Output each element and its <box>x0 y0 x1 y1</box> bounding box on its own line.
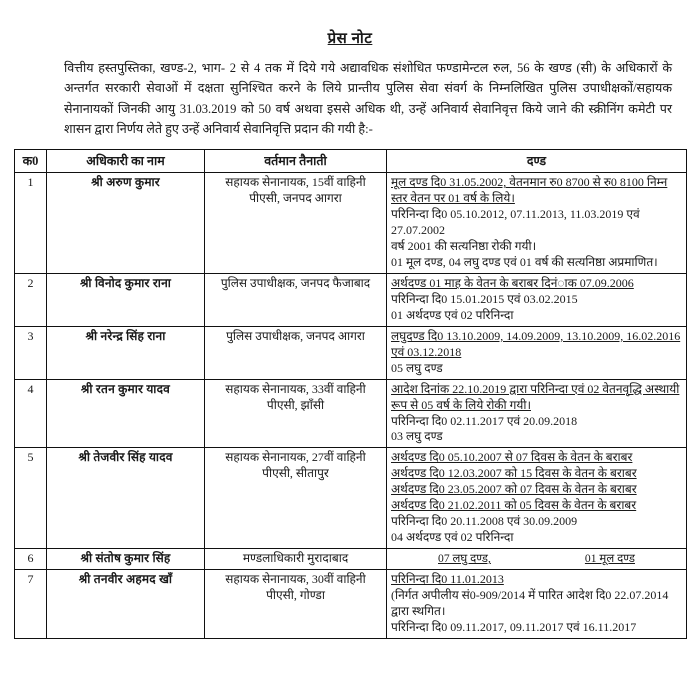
column-header-posting: वर्तमान तैनाती <box>205 149 387 173</box>
punishment-line: परिनिन्दा दि0 15.01.2015 एवं 03.02.2015 <box>391 291 578 306</box>
cell-punishment <box>387 379 687 448</box>
punishment-line: 07 लघु दण्ड, <box>438 552 491 566</box>
cell-officer-name: श्री तेजवीर सिंह यादव <box>47 448 205 549</box>
cell-punishment <box>387 326 687 379</box>
cell-officer-name: श्री अरुण कुमार <box>47 173 205 274</box>
punishment-line: 05 लघु दण्ड <box>391 360 443 375</box>
punishment-line: परिनिन्दा दि0 11.01.2013 <box>391 572 504 587</box>
intro-paragraph: वित्तीय हस्तपुस्तिका, खण्ड-2, भाग- 2 से 4 तक में दिये गये अद्यावधिक संशोधित फण्डामेन्टल रुल, 56 के खण्ड (सी) के अधिकारों के अन्तर्गत सरकारी सेवाओं में दक्षता सुनिश्चित करने के लिये प्रान्तीय पुलिस सेवा संवर्ग के निम्नलिखित पुलिस उपाधीक्षकों/सहायक सेनानायकों जिनकी आयु 31.03.2019 को 50 वर्ष अथवा इससे अधिक थी, उन्हें अनिवार्य सेवानिवृत्त किये जाने की स्क्रीनिंग कमेटी पर शासन द्वारा निर्णय लेते हुए उन्हें अनिवार्य सेवानिवृत्ति प्रदान की गयी है:- <box>64 61 672 137</box>
punishment-line: परिनिन्दा दि0 02.11.2017 एवं 20.09.2018 <box>391 413 578 428</box>
punishment-line: 01 अर्थदण्ड एवं 02 परिनिन्दा <box>391 307 514 322</box>
column-header-serial: क0 <box>15 149 47 173</box>
table-body <box>15 173 687 639</box>
cell-officer-name: श्री नरेन्द्र सिंह राना <box>47 326 205 379</box>
cell-serial: 4 <box>15 379 47 448</box>
punishment-line: 01 मूल दण्ड <box>584 552 635 566</box>
cell-posting: सहायक सेनानायक, 33वीं वाहिनी पीएसी, झाँसी <box>205 379 387 448</box>
column-header-name: अधिकारी का नाम <box>47 149 205 173</box>
column-header-punishment: दण्ड <box>387 149 687 173</box>
cell-posting: मण्डलाधिकारी मुरादाबाद <box>205 549 387 570</box>
punishment-line: 04 अर्थदण्ड एवं 02 परिनिन्दा <box>391 530 514 545</box>
punishment-line: अर्थदण्ड दि0 23.05.2007 को 07 दिवस के वेतन के बराबर <box>391 482 637 497</box>
table-header-row <box>15 149 687 173</box>
punishment-line: परिनिन्दा दि0 05.10.2012, 07.11.2013, 11.03.2019 एवं 27.07.2002 <box>391 207 640 238</box>
punishment-table <box>14 149 687 639</box>
cell-officer-name: श्री विनोद कुमार राना <box>47 273 205 326</box>
punishment-line: वर्ष 2001 की सत्यनिष्ठा रोकी गयी। <box>391 239 537 253</box>
cell-punishment <box>387 448 687 549</box>
punishment-line: परिनिन्दा दि0 09.11.2017, 09.11.2017 एवं 16.11.2017 <box>391 619 637 634</box>
cell-officer-name: श्री तनवीर अहमद खाँ <box>47 570 205 639</box>
cell-officer-name: श्री रतन कुमार यादव <box>47 379 205 448</box>
table-row <box>15 379 687 448</box>
punishment-line: आदेश दिनांक 22.10.2019 द्वारा परिनिन्दा एवं 02 वेतनवृद्धि अस्थायी रूप से 05 वर्ष के लिये रोकी गयी। <box>391 381 680 412</box>
cell-serial: 2 <box>15 273 47 326</box>
punishment-line: मूल दण्ड दि0 31.05.2002, वेतनमान रु0 8700 से रु0 8100 निम्न स्तर वेतन पर 01 वर्ष के लिये। <box>391 175 668 206</box>
cell-posting: सहायक सेनानायक, 15वीं वाहिनी पीएसी, जनपद आगरा <box>205 173 387 274</box>
cell-serial: 7 <box>15 570 47 639</box>
cell-punishment <box>387 173 687 274</box>
cell-serial: 5 <box>15 448 47 549</box>
punishment-line: अर्थदण्ड दि0 12.03.2007 को 15 दिवस के वेतन के बराबर <box>391 466 637 481</box>
cell-punishment <box>387 570 687 639</box>
cell-serial: 3 <box>15 326 47 379</box>
cell-punishment <box>387 273 687 326</box>
table-row <box>15 173 687 274</box>
punishment-line: अर्थदण्ड 01 माह के वेतन के बराबर दिनंाक 07.09.2006 <box>391 275 634 290</box>
cell-posting: पुलिस उपाधीक्षक, जनपद आगरा <box>205 326 387 379</box>
table-row <box>15 549 687 570</box>
table-row <box>15 448 687 549</box>
punishment-line: 03 लघु दण्ड <box>391 429 443 444</box>
cell-officer-name: श्री संतोष कुमार सिंह <box>47 549 205 570</box>
cell-punishment <box>387 549 687 570</box>
cell-posting: सहायक सेनानायक, 30वीं वाहिनी पीएसी, गोण्डा <box>205 570 387 639</box>
cell-posting: पुलिस उपाधीक्षक, जनपद फैजाबाद <box>205 273 387 326</box>
punishment-line: परिनिन्दा दि0 20.11.2008 एवं 30.09.2009 <box>391 514 578 529</box>
punishment-line: 01 मूल दण्ड, 04 लघु दण्ड एवं 01 वर्ष की सत्यनिष्ठा अप्रमाणित। <box>391 254 658 269</box>
cell-serial: 6 <box>15 549 47 570</box>
table-row <box>15 273 687 326</box>
punishment-line: अर्थदण्ड दि0 21.02.2011 को 05 दिवस के वेतन के बराबर <box>391 498 637 513</box>
cell-posting: सहायक सेनानायक, 27वीं वाहिनी पीएसी, सीतापुर <box>205 448 387 549</box>
page-title: प्रेस नोट <box>327 31 373 47</box>
cell-serial: 1 <box>15 173 47 274</box>
punishment-line: अर्थदण्ड दि0 05.10.2007 से 07 दिवस के वेतन के बराबर <box>391 450 633 465</box>
table-row <box>15 326 687 379</box>
punishment-line: (निर्गत अपीलीय सं0-909/2014 में पारित आदेश दि0 22.07.2014 द्वारा स्थगित। <box>391 588 669 619</box>
table-row <box>15 570 687 639</box>
punishment-line: लघुदण्ड दि0 13.10.2009, 14.09.2009, 13.10.2009, 16.02.2016 एवं 03.12.2018 <box>391 328 681 359</box>
